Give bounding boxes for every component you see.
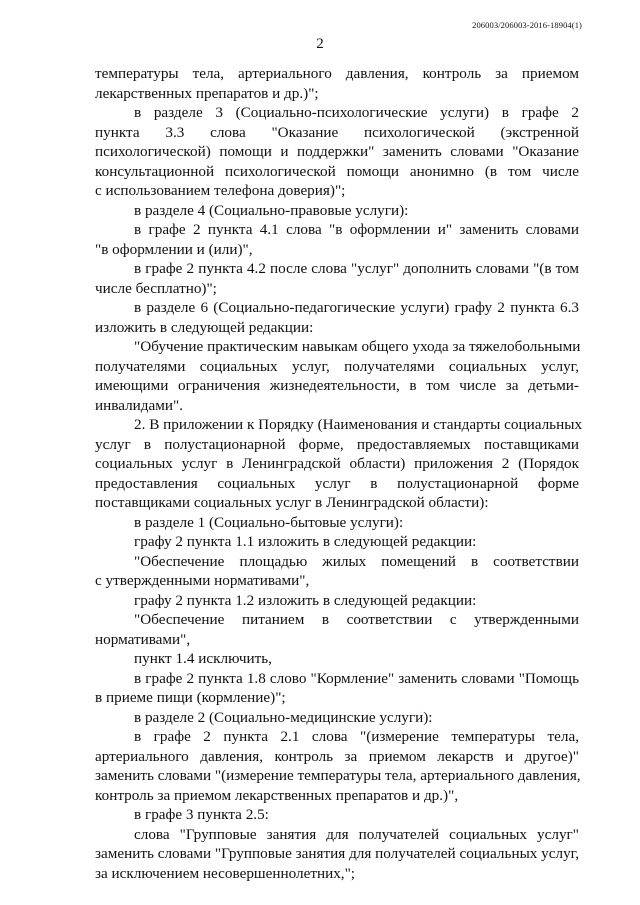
text-line: графу 2 пункта 1.2 изложить в следующей редакции:	[134, 591, 477, 609]
text-line: заменить словами "Групповые занятия для получателей социальных услуг,	[95, 845, 579, 862]
text-line: в разделе 4 (Социально-правовые услуги):	[134, 201, 409, 219]
text-line: психологической) помощи и поддержки" заменить словами "Оказание	[95, 143, 579, 160]
text-line: в разделе 2 (Социально-медицинские услуги):	[134, 708, 433, 726]
text-line: инвалидами".	[95, 396, 184, 414]
text-line: нормативами",	[95, 630, 191, 648]
text-line: контроль за приемом лекарственных препаратов и др.)",	[95, 786, 459, 804]
text-line: "Обучение практическим навыкам общего ухода за тяжелобольными	[134, 338, 581, 355]
text-line: с использованием телефона доверия)";	[95, 182, 346, 199]
text-line: заменить словами "(измерение температуры тела, артериального давления,	[95, 767, 581, 784]
text-line: в разделе 3 (Социально-психологические услуги) в графе 2	[134, 104, 579, 121]
text-line: в графе 2 пункта 1.8 слово "Кормление" заменить словами "Помощь	[134, 669, 579, 687]
text-line: изложить в следующей редакции:	[95, 318, 314, 336]
text-line: в графе 2 пункта 4.1 слова "в оформлении и" заменить словами	[134, 221, 579, 238]
text-line: слова "Групповые занятия для получателей социальных услуг"	[134, 825, 579, 843]
text-line: температуры тела, артериального давления, контроль за приемом	[95, 65, 579, 82]
text-line: услуг в полустационарной форме, предоставляемых поставщиками	[95, 435, 579, 453]
text-line: 2. В приложении к Порядку (Наименования и стандарты социальных	[134, 416, 583, 433]
text-line: имеющими ограничения жизнедеятельности, в том числе за детьми-	[95, 377, 579, 394]
text-line: в графе 2 пункта 4.2 после слова "услуг" дополнить словами "(в том	[134, 260, 579, 277]
text-line: социальных услуг в Ленинградской области) приложения 2 (Порядок	[95, 455, 579, 472]
text-line: за исключением несовершеннолетних,";	[95, 864, 356, 882]
text-line: числе бесплатно)";	[95, 279, 217, 297]
document-body	[95, 64, 583, 883]
text-line: графу 2 пункта 1.1 изложить в следующей редакции:	[134, 533, 477, 550]
text-line: "Обеспечение питанием в соответствии с утвержденными	[134, 611, 579, 628]
text-line: в разделе 6 (Социально-педагогические услуги) графу 2 пункта 6.3	[134, 299, 579, 316]
text-line: консультационной психологической помощи анонимно (в том числе	[95, 162, 579, 180]
text-line: лекарственных препаратов и др.)";	[95, 84, 319, 102]
text-line: пункта 3.3 слова "Оказание психологической (экстренной	[95, 123, 579, 141]
text-line: в графе 3 пункта 2.5:	[134, 806, 269, 823]
text-line: артериального давления, контроль за приемом лекарств и другое)"	[95, 747, 579, 765]
text-line: в графе 2 пункта 2.1 слова "(измерение температуры тела,	[134, 728, 579, 745]
text-line: получателями социальных услуг, получателями социальных услуг,	[95, 357, 579, 375]
text-line: предоставления социальных услуг в полустационарной форме	[95, 474, 579, 492]
document-id: 206003/206003-2016-18904(1)	[472, 20, 582, 30]
text-line: в приеме пищи (кормление)";	[95, 689, 286, 706]
text-line: "в оформлении и (или)",	[95, 240, 253, 258]
page-number: 2	[316, 36, 324, 52]
text-line: "Обеспечение площадью жилых помещений в соответствии	[134, 552, 579, 570]
text-line: в разделе 1 (Социально-бытовые услуги):	[134, 513, 404, 531]
text-line: с утвержденными нормативами",	[95, 572, 310, 589]
text-line: поставщиками социальных услуг в Ленинградской области):	[95, 494, 489, 511]
text-line: пункт 1.4 исключить,	[134, 650, 272, 667]
